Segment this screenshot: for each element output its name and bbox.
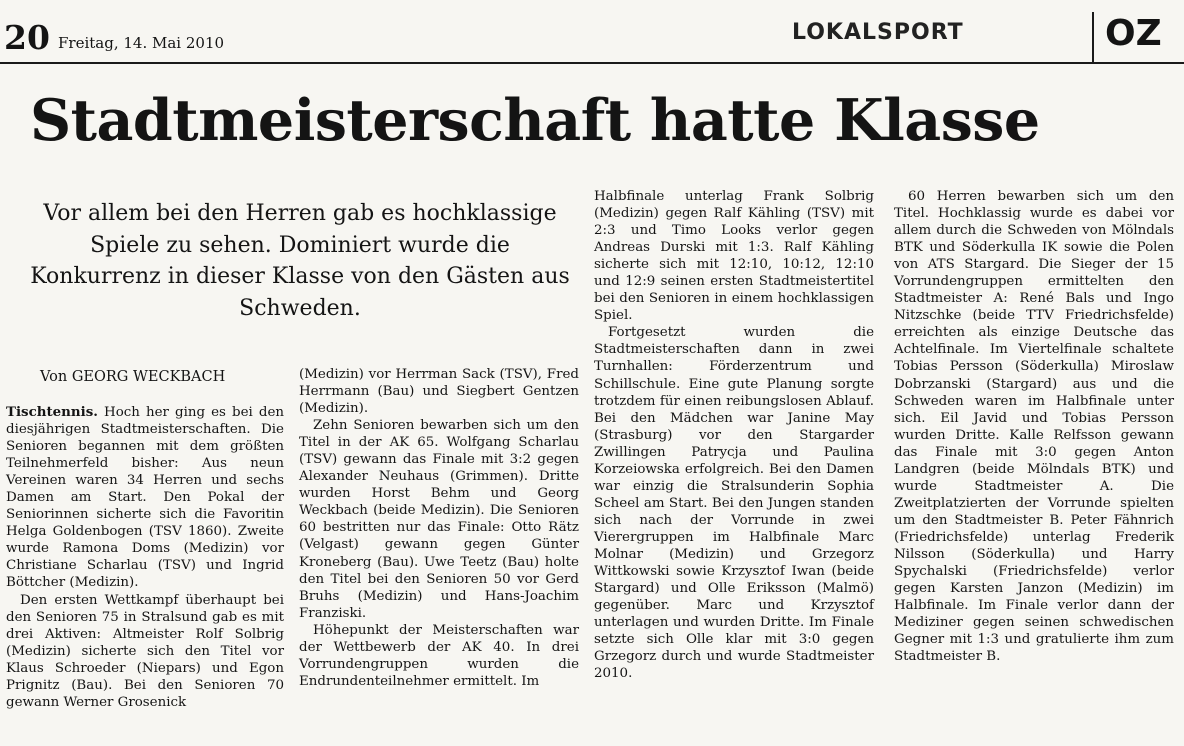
section-title: LOKALSPORT (792, 20, 964, 45)
article-column-2 (299, 366, 579, 690)
newspaper-logo: OZ (1105, 13, 1162, 54)
article-column-1 (6, 404, 284, 711)
paragraph (6, 404, 284, 592)
paragraph: 60 Herren bewarben sich um den Titel. Hochklassig wurde es dabei vor allem durch die Schweden von Mölndals BTK und Söderkulla IK sowie die Polen von ATS Stargard. Die Sieger der 15 Vorrundengruppen ermittelten den Stadtmeister A: René Bals und Ingo Nitzschke (beide TTV Friedrichsfelde) erreichten als einzige Deutsche das Achtelfinale. Im Viertelfinale schaltete Tobias Persson (Söderkulla) Miroslaw Dobrzanski (Stargard) aus und die Schweden waren im Halbfinale unter sich. Eil Javid und Tobias Persson wurden Dritte. Kalle Relfsson gewann das Finale mit 3:0 gegen Anton Landgren (beide Mölndals BTK) und wurde Stadtmeister A. Die Zweitplatzierten der Vorrunde spielten um den Stadtmeister B. Peter Fähnrich (Friedrichsfelde) unterlag Frederik Nilsson (Söderkulla) und Harry Spychalski (Friedrichsfelde) verlor gegen Karsten Janzon (Medizin) im Halbfinale. Im Finale verlor dann der Mediziner gegen seinen schwedischen Gegner mit 1:3 und gratulierte ihm zum Stadtmeister B. (894, 189, 1174, 665)
paragraph: Den ersten Wettkampf überhaupt bei den Senioren 75 in Stralsund gab es mit drei Aktiven: Altmeister Rolf Solbrig (Medizin) sicherte sich den Titel vor Klaus Schroeder (Niepars) und Egon Prignitz (Bau). Bei den Senioren 70 gewann Werner Grosenick (6, 592, 284, 710)
paragraph: Zehn Senioren bewarben sich um den Titel in der AK 65. Wolfgang Scharlau (TSV) gewann das Finale mit 3:2 gegen Alexander Neuhaus (Grimmen). Dritte wurden Horst Behm und Georg Weckbach (beide Medizin). Die Senioren 60 bestritten nur das Finale: Otto Rätz (Velgast) gewann gegen Günter Kroneberg (Bau). Uwe Teetz (Bau) holte den Titel bei den Senioren 50 vor Gerd Bruhs (Medizin) und Hans-Joachim Franziski. (299, 418, 579, 621)
paragraph: (Medizin) vor Herrman Sack (TSV), Fred Herrmann (Bau) und Siegbert Gentzen (Medizin). (299, 367, 579, 417)
header-rule (0, 62, 1184, 64)
paragraph-text: Hoch her ging es bei den diesjährigen Stadtmeisterschaften. Die Senioren begannen mit dem größten Teilnehmerfeld bisher: Aus neun Vereinen waren 34 Herren und sechs Damen am Start. Den Pokal der Seniorinnen sicherte sich die Favoritin Helga Goldenbogen (TSV 1860). Zweite wurde Ramona Doms (Medizin) vor Christiane Scharlau (TSV) und Ingrid Böttcher (Medizin). (6, 405, 284, 591)
paragraph: Halbfinale unterlag Frank Solbrig (Medizin) gegen Ralf Kähling (TSV) mit 2:3 und Timo Looks verlor gegen Andreas Durski mit 1:3. Ralf Kähling sicherte sich mit 12:10, 10:12, 12:10 und 12:9 seinen ersten Stadtmeistertitel bei den Senioren in einem hochklassigen Spiel. (594, 189, 874, 324)
deck-subheading: Vor allem bei den Herren gab es hochklassige Spiele zu sehen. Dominiert wurde die Konkurrenz in dieser Klasse von den Gästen aus Schweden. (30, 201, 570, 321)
byline: Von GEORG WECKBACH (40, 369, 226, 385)
header-divider (1092, 12, 1094, 64)
article-column-3 (594, 188, 874, 682)
headline: Stadtmeisterschaft hatte Klasse (30, 87, 1040, 154)
page-number: 20 (4, 18, 50, 57)
article-column-4 (894, 188, 1174, 665)
kicker: Tischtennis. (6, 404, 98, 420)
paragraph: Höhepunkt der Meisterschaften war der Wettbewerb der AK 40. In drei Vorrundengruppen wurden die Endrundenteilnehmer ermittelt. Im (299, 622, 579, 689)
paragraph: Fortgesetzt wurden die Stadtmeisterschaften dann in zwei Turnhallen: Förderzentrum und Schillschule. Eine gute Planung sorgte trotzdem für einen reibungslosen Ablauf. Bei den Mädchen war Janine May (Strasburg) vor den Stargarder Zwillingen Patrycja und Paulina Korzeiowska erfolgreich. Bei den Damen war einzig die Stralsunderin Sophia Scheel am Start. Bei den Jungen standen sich nach der Vorrunde in zwei Vierergruppen im Halbfinale Marc Molnar (Medizin) und Grzegorz Wittkowski sowie Krzysztof Iwan (beide Stargard) und Olle Eriksson (Malmö) gegenüber. Marc und Krzysztof unterlagen und wurden Dritte. Im Finale setzte sich Olle klar mit 3:0 gegen Grzegorz durch und wurde Stadtmeister 2010. (594, 325, 874, 682)
publication-date: Freitag, 14. Mai 2010 (58, 34, 225, 52)
